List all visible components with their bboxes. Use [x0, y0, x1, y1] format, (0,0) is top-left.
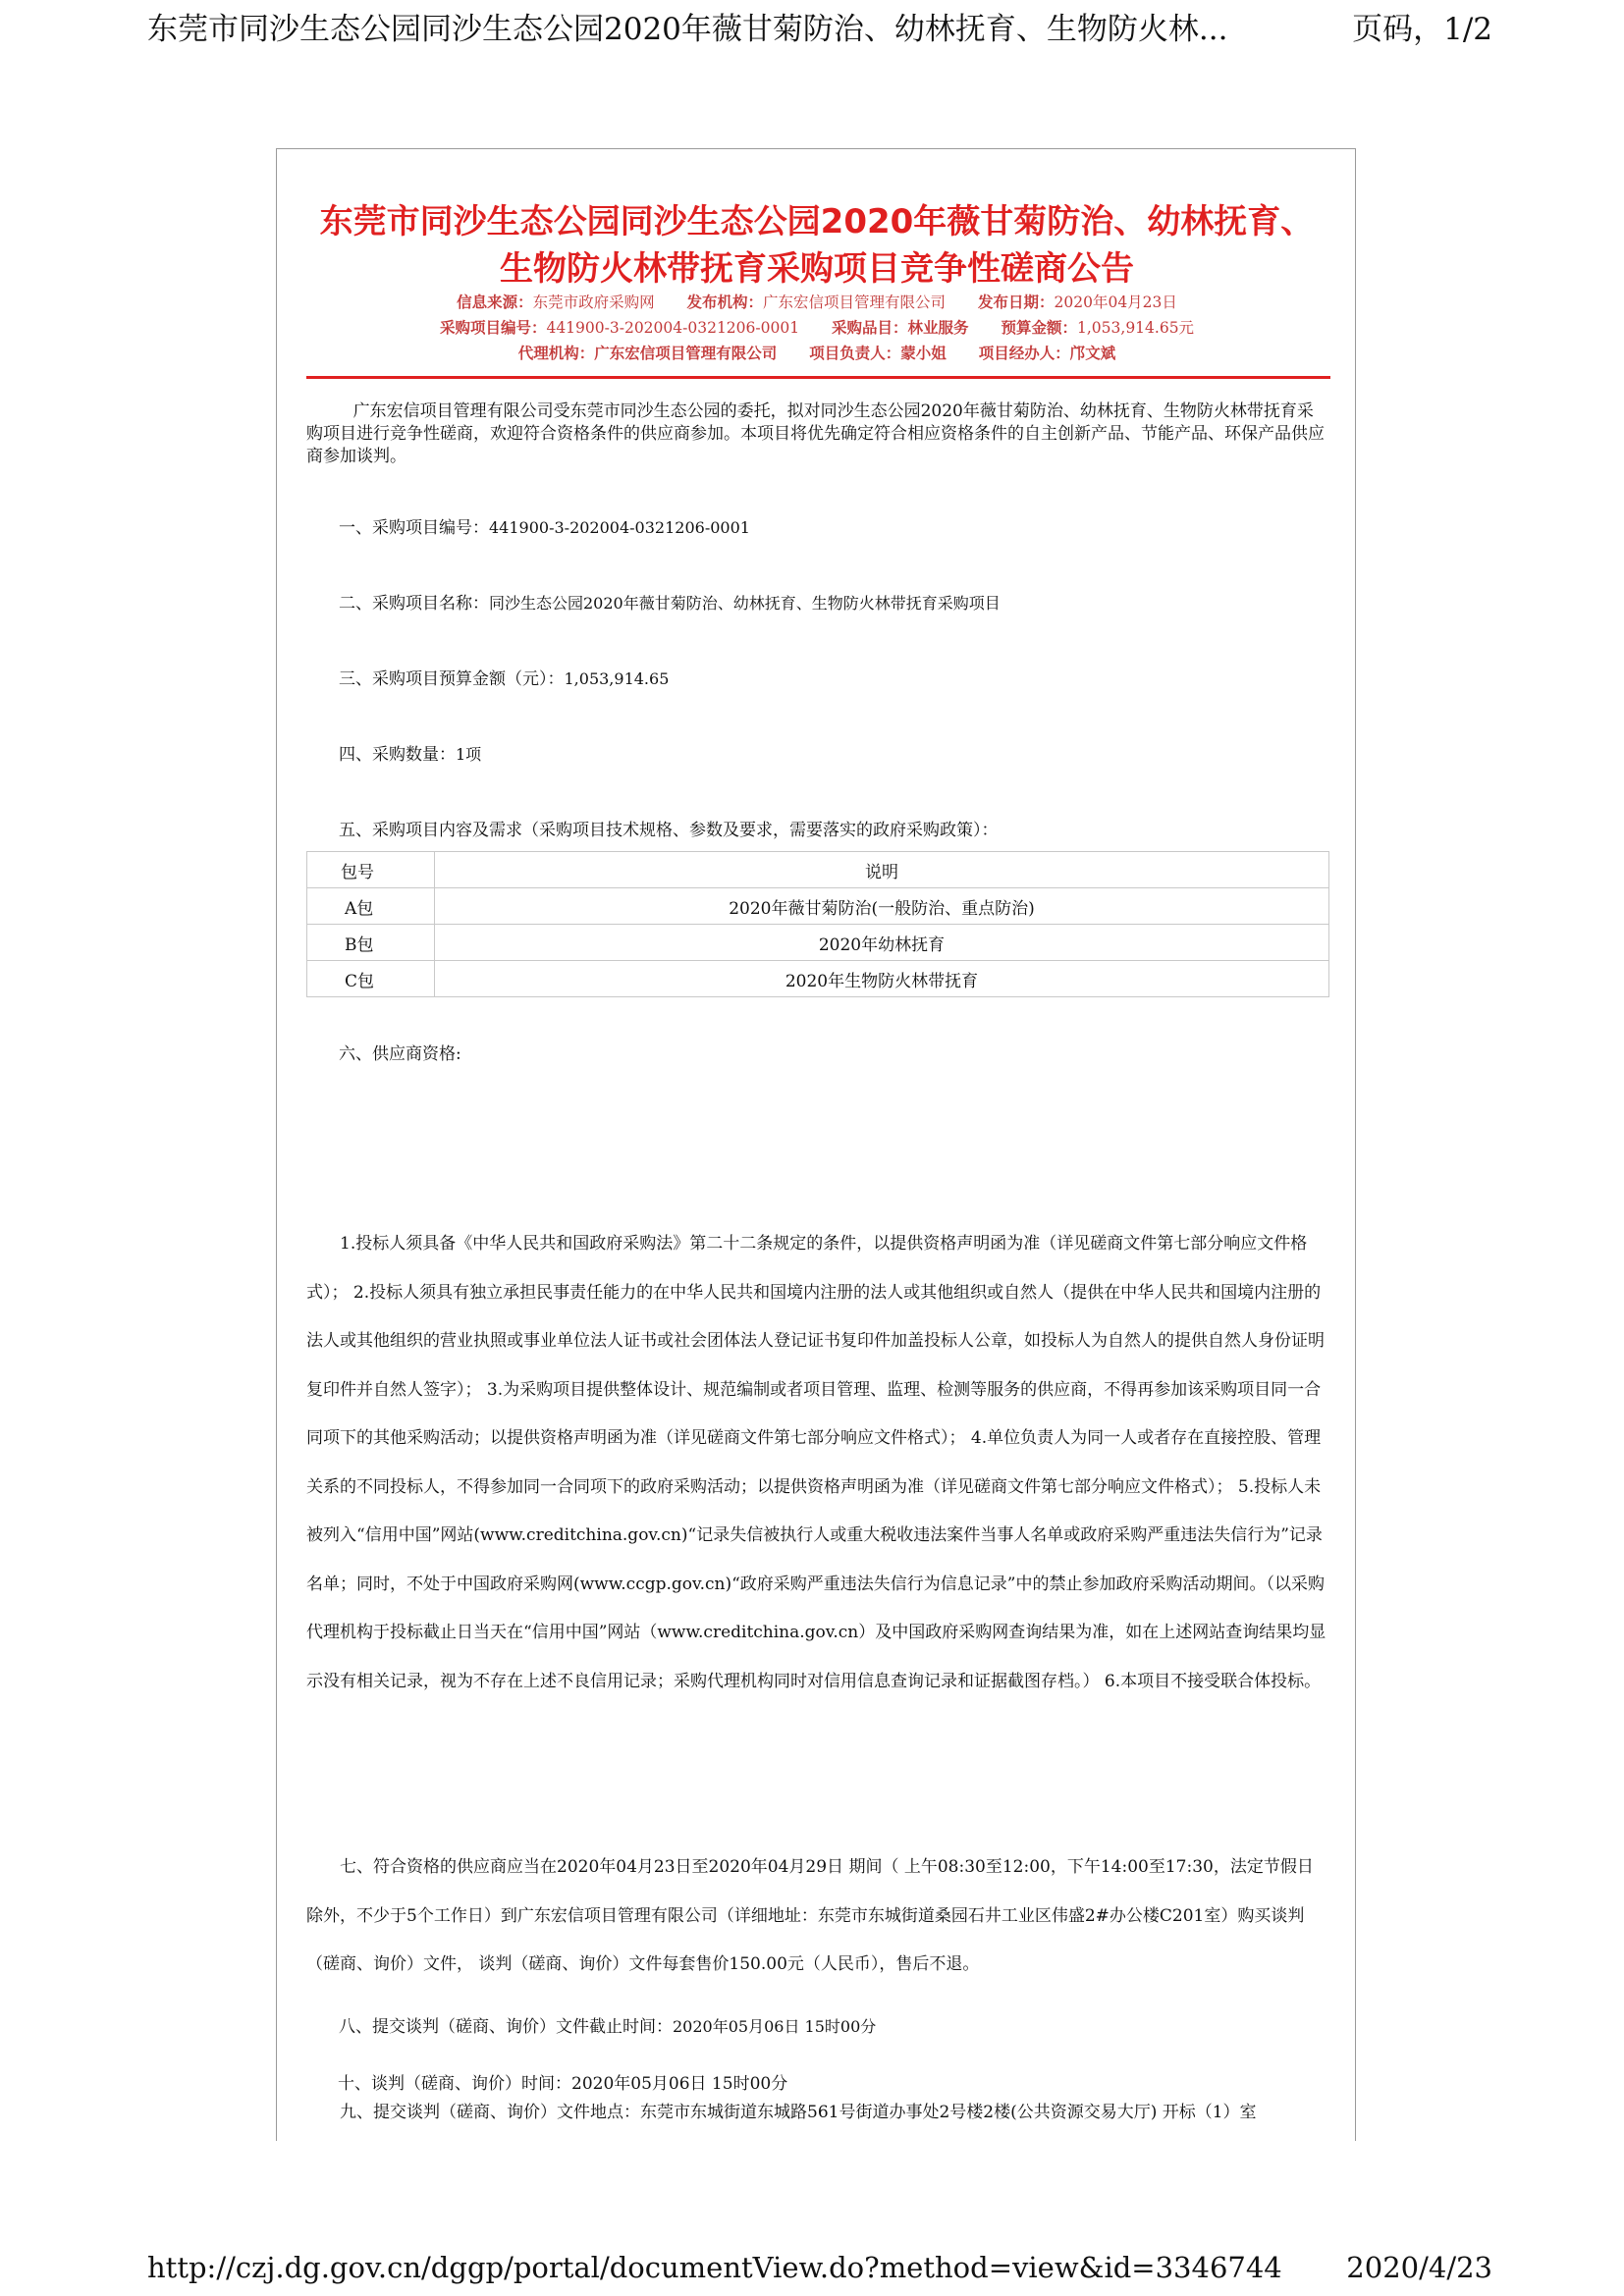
section-4-label: 四、采购数量： — [339, 745, 456, 765]
budget-value: 1,053,914.65元 — [1077, 319, 1195, 337]
budget-label: 预算金额： — [1001, 318, 1078, 337]
section-8-label: 八、提交谈判（磋商、询价）文件截止时间： — [339, 2017, 673, 2037]
title-divider — [306, 376, 1330, 379]
section-3-label: 三、采购项目预算金额（元）： — [339, 669, 565, 689]
project-no-label: 采购项目编号： — [439, 318, 547, 337]
section-1-value: 441900-3-202004-0321206-0001 — [489, 518, 750, 537]
section-3 — [339, 665, 669, 689]
section-5: 五、采购项目内容及需求（采购项目技术规格、参数及要求，需要落实的政府采购政策）： — [339, 821, 999, 840]
section-2-value: 同沙生态公园2020年薇甘菊防治、幼林抚育、生物防火林带抚育采购项目 — [489, 594, 1001, 613]
section-1-label: 一、采购项目编号： — [339, 518, 489, 538]
section-10-value: 2020年05月06日 15时00分 — [571, 2074, 788, 2094]
section-1 — [339, 513, 750, 538]
table-cell-code: B包 — [307, 925, 435, 961]
intro-paragraph: 广东宏信项目管理有限公司受东莞市同沙生态公园的委托，拟对同沙生态公园2020年薇甘菊防治、幼林抚育、生物防火林带抚育采购项目进行竞争性磋商，欢迎符合资格条件的供应商参加。本项目将优先确定符合相应资格条件的自主创新产品、节能产品、环保产品供应商参加谈判。 — [306, 401, 1325, 466]
table-cell-code: A包 — [307, 888, 435, 925]
table-cell-desc: 2020年薇甘菊防治(一般防治、重点防治) — [435, 888, 1329, 925]
source-link[interactable]: 东莞市政府采购网 — [532, 294, 655, 311]
print-footer-date: 2020/4/23 — [1346, 2251, 1492, 2284]
table-row — [307, 961, 1329, 997]
meta-row-1 — [306, 291, 1327, 312]
lead-value: 蒙小姐 — [900, 344, 947, 362]
section-6-text: 1.投标人须具备《中华人民共和国政府采购法》第二十二条规定的条件，以提供资格声明函为准（详见磋商文件第七部分响应文件格式）； 2.投标人须具有独立承担民事责任能力的在中华人民共和国境内注册的法人或其他组织或自然人（提供在中华人民共和国境内注册的法人或其他组织的营业执照或事业单位法人证书或社会团体法人登记证书复印件加盖投标人公章，如投标人为自然人的提供自然人身份证明复印件并自然人签字）； 3.为采购项目提供整体设计、规范编制或者项目管理、监理、检测等服务的供应商，不得再参加该采购项目同一合同项下的其他采购活动；以提供资格声明函为准（详见磋商文件第七部分响应文件格式）； 4.单位负责人为同一人或者存在直接控股、管理关系的不同投标人，不得参加同一合同项下的政府采购活动；以提供资格声明函为准（详见磋商文件第七部分响应文件格式）； 5.投标人未被列入“信用中国”网站(www.creditchina.gov.cn)“记录失信被执行人或重大税收违法案件当事人名单或政府采购严重违法失信行为”记录名单；同时，不处于中国政府采购网(www.ccgp.gov.cn)“政府采购严重违法失信行为信息记录”中的禁止参加政府采购活动期间。（以采购代理机构于投标截止日当天在“信用中国”网站（www.creditchina.gov.cn）及中国政府采购网查询结果为准，如在上述网站查询结果均显示没有相关记录，视为不存在上述不良信用记录；采购代理机构同时对信用信息查询记录和证据截图存档。） 6.本项目不接受联合体投标。 — [306, 1234, 1326, 1691]
package-table — [306, 851, 1329, 997]
agency-label: 代理机构： — [517, 344, 595, 362]
handler-value: 邝文斌 — [1069, 344, 1116, 362]
publisher-value: 广东宏信项目管理有限公司 — [763, 294, 947, 311]
handler-label: 项目经办人： — [978, 344, 1070, 362]
section-10-label: 十、谈判（磋商、询价）时间： — [338, 2074, 571, 2094]
section-6-label: 六、供应商资格: — [339, 1044, 461, 1064]
table-row — [307, 888, 1329, 925]
date-label: 发布日期： — [978, 293, 1055, 311]
document-frame — [276, 148, 1356, 2141]
print-header-title: 东莞市同沙生态公园同沙生态公园2020年薇甘菊防治、幼林抚育、生物防火林... — [147, 12, 1228, 47]
section-8 — [339, 2012, 876, 2037]
table-cell-desc: 2020年幼林抚育 — [435, 925, 1329, 961]
publisher-label: 发布机构： — [686, 293, 764, 311]
section-2 — [339, 589, 1001, 614]
meta-row-2 — [306, 316, 1327, 338]
print-header — [147, 0, 1492, 47]
category-value: 林业服务 — [907, 318, 969, 337]
table-cell-desc: 2020年生物防火林带抚育 — [435, 961, 1329, 997]
category-label: 采购品目： — [832, 318, 908, 337]
project-no-value: 441900-3-202004-0321206-0001 — [546, 319, 800, 337]
table-header-row — [307, 852, 1329, 888]
table-header-desc: 说明 — [435, 852, 1329, 888]
meta-row-3 — [306, 342, 1327, 363]
section-2-label: 二、采购项目名称： — [339, 594, 489, 614]
agency-value: 广东宏信项目管理有限公司 — [594, 344, 778, 362]
table-row — [307, 925, 1329, 961]
section-4-value: 1项 — [456, 745, 482, 764]
section-4 — [339, 740, 481, 765]
document-title: 东莞市同沙生态公园同沙生态公园2020年薇甘菊防治、幼林抚育、生物防火林带抚育采购项目竞争性磋商公告 — [319, 202, 1315, 289]
print-footer-url[interactable]: http://czj.dg.gov.cn/dggp/portal/documentView.do?method=view&id=3346744 — [147, 2251, 1282, 2284]
section-10 — [338, 2069, 787, 2094]
table-header-code: 包号 — [307, 852, 435, 888]
section-7-text: 七、符合资格的供应商应当在2020年04月23日至2020年04月29日 期间（ 上午08:30至12:00，下午14:00至17:30，法定节假日除外，不少于5个工作日）到广东宏信项目管理有限公司（详细地址：东莞市东城街道桑园石井工业区伟盛2#办公楼C201室）购买谈判（磋商、询价）文件， 谈判（磋商、询价）文件每套售价150.00元（人民币），售后不退。 — [306, 1857, 1314, 1974]
lead-label: 项目负责人： — [809, 344, 901, 362]
print-page-number: 页码，1/2 — [1352, 12, 1492, 47]
section-8-value: 2020年05月06日 15时00分 — [673, 2017, 877, 2036]
table-cell-code: C包 — [307, 961, 435, 997]
section-9-text: 九、提交谈判（磋商、询价）文件地点：东莞市东城街道东城路561号街道办事处2号楼2楼(公共资源交易大厅) 开标（1）室 — [340, 2103, 1257, 2122]
section-3-value: 1,053,914.65 — [564, 669, 670, 688]
date-value: 2020年04月23日 — [1054, 294, 1177, 311]
source-label: 信息来源： — [457, 293, 533, 311]
